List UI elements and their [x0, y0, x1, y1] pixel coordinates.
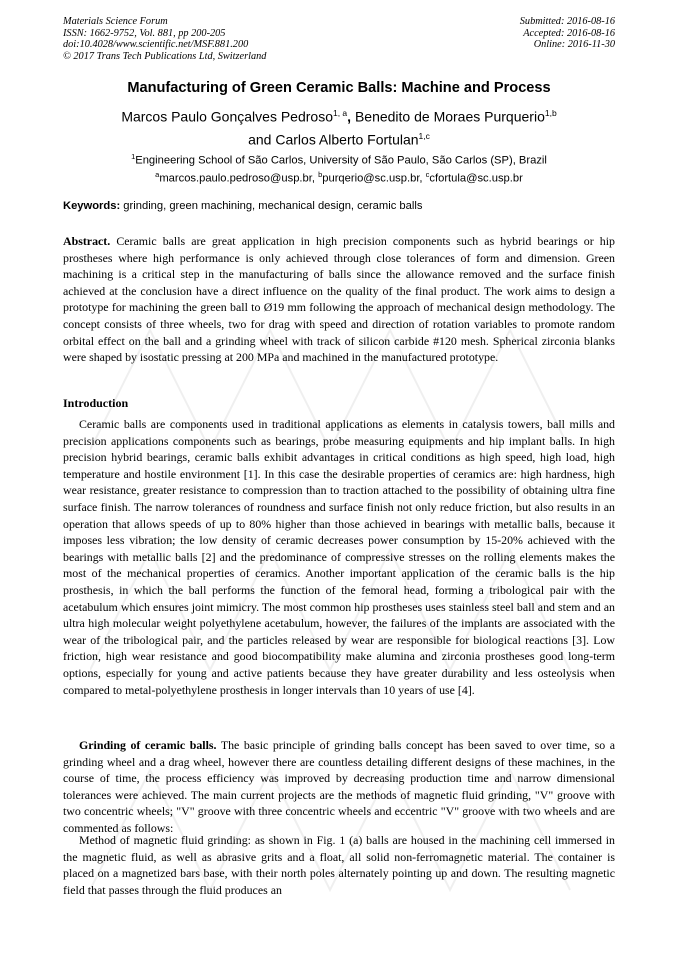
abstract-text: Ceramic balls are great application in high precision components such as hybrid bearings or hip prostheses where high performance is only achieved through close tolerances of form and dimension. Green machining is a critical step in the manufacturing of balls since the allowance removed and the surface finish achieved at the conclusion have a direct influence on the quality of the final product. The work aims to design a prototype for machining the green ball to Ø19 mm following the approach of mechanical design methodology. The concept consists of three wheels, two for drag with speed and direction of rotation variables to promote random orbital effect on the ball and a grinding wheel with track of silicon carbide #120 mesh. Spherical zirconia blanks were shaped by isostatic pressing at 200 MPa and machined in the manufactured prototype. — [63, 234, 615, 365]
affiliation-mark: 1 — [131, 152, 136, 161]
abstract-label: Abstract. — [63, 234, 111, 248]
keywords-text: grinding, green machining, mechanical design, ceramic balls — [120, 200, 423, 212]
paragraph-text: The basic principle of grinding balls concept has been saved to over time, so a grinding wheel and a drag wheel, however there are countless detailing different designs of these machines, in the course of time, the process efficiency was improved by decreasing production time and narrow dimensional tolerances were achieved. The main current projects are the methods of magnetic fluid grinding, "V" groove with two concentric wheels; "V" groove with three concentric wheels and eccentric "V" groove with two wheels and are commented as follows: — [63, 738, 615, 835]
abstract — [63, 233, 615, 366]
subsection-heading: Grinding of ceramic balls. — [79, 738, 217, 752]
journal-name: Materials Science Forum — [63, 16, 168, 27]
paragraph — [63, 416, 615, 698]
affiliation-text: Engineering School of São Carlos, University of São Paulo, São Carlos (SP), Brazil — [135, 154, 547, 167]
author-name: Benedito de Moraes Purquerio — [354, 108, 545, 125]
keywords-label: Keywords: — [63, 200, 121, 212]
paragraph — [63, 832, 615, 898]
section-heading: Introduction — [63, 396, 129, 410]
submitted-date: Submitted: 2016-08-16 — [519, 16, 615, 27]
paragraph-text: Method of magnetic fluid grinding: as shown in Fig. 1 (a) balls are housed in the machining cell immersed in the magnetic fluid, as well as abrasive grits and a float, all solid non-ferromagnetic material. The container is placed on a magnetized bars base, with their north poles alternately pointing up and down. The resulting magnetic field that passes through the fluid produces an — [63, 833, 615, 897]
paper-title: Manufacturing of Green Ceramic Balls: Machine and Process — [127, 80, 551, 96]
author-affil-mark: 1, a — [332, 108, 348, 118]
paragraph — [63, 737, 615, 837]
author-name: Marcos Paulo Gonçalves Pedroso — [121, 108, 333, 125]
author-list — [50, 104, 628, 150]
issn-volume: ISSN: 1662-9752, Vol. 881, pp 200-205 — [63, 27, 226, 39]
copyright: © 2017 Trans Tech Publications Ltd, Switzerland — [63, 50, 267, 62]
publication-dates — [520, 16, 615, 51]
affiliation — [30, 150, 648, 185]
online-date: Online: 2016-11-30 — [533, 39, 615, 51]
email-mark: c — [425, 169, 430, 179]
author-separator: , — [347, 108, 355, 125]
email-mark: a — [155, 169, 160, 179]
email-address: purqerio@sc.usp.br, — [322, 172, 426, 185]
email-address: marcos.paulo.pedroso@usp.br, — [159, 172, 319, 185]
email-mark: b — [318, 169, 323, 179]
doi: doi:10.4028/www.scientific.net/MSF.881.200 — [63, 39, 249, 51]
accepted-date: Accepted: 2016-08-16 — [523, 27, 615, 39]
author-affil-mark: 1,b — [544, 108, 557, 118]
author-affil-mark: 1,c — [418, 131, 430, 142]
publication-info — [63, 16, 266, 62]
author-name: Carlos Alberto Fortulan — [275, 131, 419, 148]
author-conjunction: and — [248, 131, 276, 148]
email-address: cfortula@sc.usp.br — [429, 172, 523, 185]
paragraph-text: Ceramic balls are components used in traditional applications as elements in catalysis towers, ball mills and precision applications components such as bearings, probe measuring equipments and hip implant balls. In high precision hybrid bearings, ceramic balls exhibit advantages in critical conditions as high speed, high load, high temperature and hostile environment [1]. In this case the desirable properties of ceramics are: high hardness, high wear resistance, greater resistance to compression than to traction attached to the possibility of obtaining ultra fine surface finish. The narrow tolerances of roundness and surface finish not only reduce friction, but also results in an operation that allows speeds of up to 80% higher than those achieved in bearings with metallic balls, because it imposes less vibration; the low density of ceramic decreases power consumption by 15-20% achieved with the bearings with metallic balls [2] and the predominance of compressive stresses on the rolling elements makes the most of the mechanical properties of ceramics. Another important application of the ceramic balls is the hip prosthesis, in which the ball performs the function of the femoral head, forming a tribological pair with the acetabulum which ensures joint mimicry. The most common hip prostheses uses stainless steel ball and stem and an ultra high molecular weight polyethylene acetabulum, however, the failures of the implants are associated with the wear of the tribological pair, and the particles released by wear are responsible for biological reactions [3]. Low friction, high wear resistance and good biocompatibility make alumina and zirconia prostheses good long-term options, especially for young and active patients because they have greater durability and less osteolysis when compared to metal-polyethylene prosthesis in longer intervals than 10 years of use [4]. — [63, 417, 615, 697]
keywords — [63, 200, 422, 212]
